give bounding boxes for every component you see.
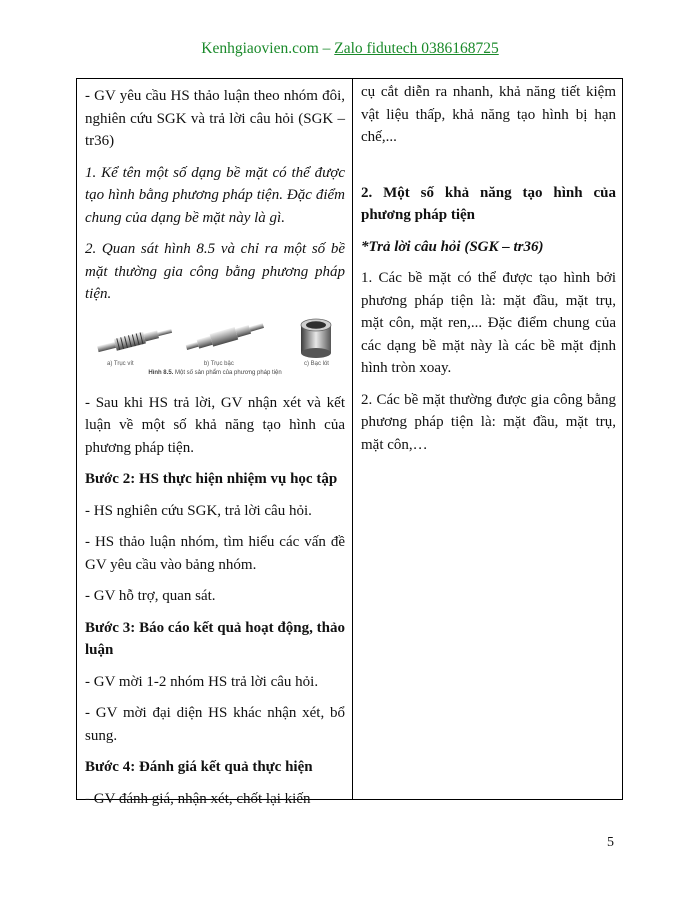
step-3-item-2: - GV mời đại diện HS khác nhận xét, bổ sung. [85, 705, 345, 744]
step-3-heading: Bước 3: Báo cáo kết quả hoạt động, thảo luận [85, 619, 345, 658]
continued-text: cụ cắt diễn ra nhanh, khả năng tiết kiệm vật liệu thấp, khả năng tạo hình bị hạn chế,... [361, 84, 616, 145]
lesson-table [76, 78, 623, 807]
answer-subheading: *Trả lời câu hỏi (SGK – tr36) [361, 238, 544, 255]
header-separator: – [318, 40, 335, 57]
question-2: 2. Quan sát hình 8.5 và chỉ ra một số bề mặt thường gia công bằng phương pháp tiện. [85, 241, 345, 302]
site-name[interactable]: Kenhgiaovien.com [201, 40, 319, 57]
figure-label-b: b) Trục bậc [203, 360, 234, 367]
step-4-item-1: - GV đánh giá, nhận xét, chốt lại kiến [85, 790, 311, 807]
step-2-item-3: - GV hỗ trợ, quan sát. [85, 588, 216, 604]
bushing-icon [301, 319, 331, 358]
figure-caption [85, 370, 345, 376]
step-2-item-2: - HS thảo luận nhóm, tìm hiểu các vấn đề GV yêu cầu vào bảng nhóm. [85, 534, 345, 573]
figure-caption-number: Hình 8.5. [148, 369, 174, 376]
section-2-heading: 2. Một số khả năng tạo hình của phương pháp tiện [361, 184, 616, 223]
step-3-item-1: - GV mời 1-2 nhóm HS trả lời câu hỏi. [85, 673, 319, 690]
answer-1: 1. Các bề mặt có thể được tạo hình bởi phương pháp tiện là: mặt đầu, mặt trụ, mặt côn, mặt ren,... Đặc điểm chung của các dạng bề mặt này là các bề mặt định hình tròn xoay. [361, 270, 616, 376]
figure-8-5 [85, 315, 345, 376]
step-4-heading: Bước 4: Đánh giá kết quả thực hiện [85, 759, 313, 775]
figure-label-c: c) Bạc lót [303, 360, 329, 367]
lathe-products-image [85, 315, 345, 359]
figure-caption-text: Một số sản phẩm của phương pháp tiện [173, 369, 282, 376]
left-column [77, 79, 353, 807]
screw-shaft-icon [96, 325, 173, 355]
page-number: 5 [607, 835, 614, 850]
page-header [0, 40, 700, 58]
contact-link[interactable]: Zalo fidutech 0386168725 [334, 40, 499, 57]
stepped-shaft-icon [185, 319, 265, 354]
step-2-item-1: - HS nghiên cứu SGK, trả lời câu hỏi. [85, 502, 312, 519]
instruction-text: - GV yêu cầu HS thảo luận theo nhóm đôi, nghiên cứu SGK và trả lời câu hỏi (SGK – tr36) [85, 88, 345, 149]
question-1: 1. Kể tên một số dạng bề mặt có thể được tạo hình bằng phương pháp tiện. Đặc điểm chung của dạng bề mặt này là gì. [85, 164, 345, 226]
right-column [353, 79, 622, 799]
step-2-heading: Bước 2: HS thực hiện nhiệm vụ học tập [85, 471, 338, 487]
answer-2: 2. Các bề mặt thường được gia công bằng phương pháp tiện là: mặt đầu, mặt trụ, mặt côn,… [361, 391, 616, 453]
figure-label-a: a) Trục vít [107, 360, 134, 367]
teacher-conclusion: - Sau khi HS trả lời, GV nhận xét và kết luận về một số khả năng tạo hình của phương pháp tiện. [85, 394, 345, 456]
